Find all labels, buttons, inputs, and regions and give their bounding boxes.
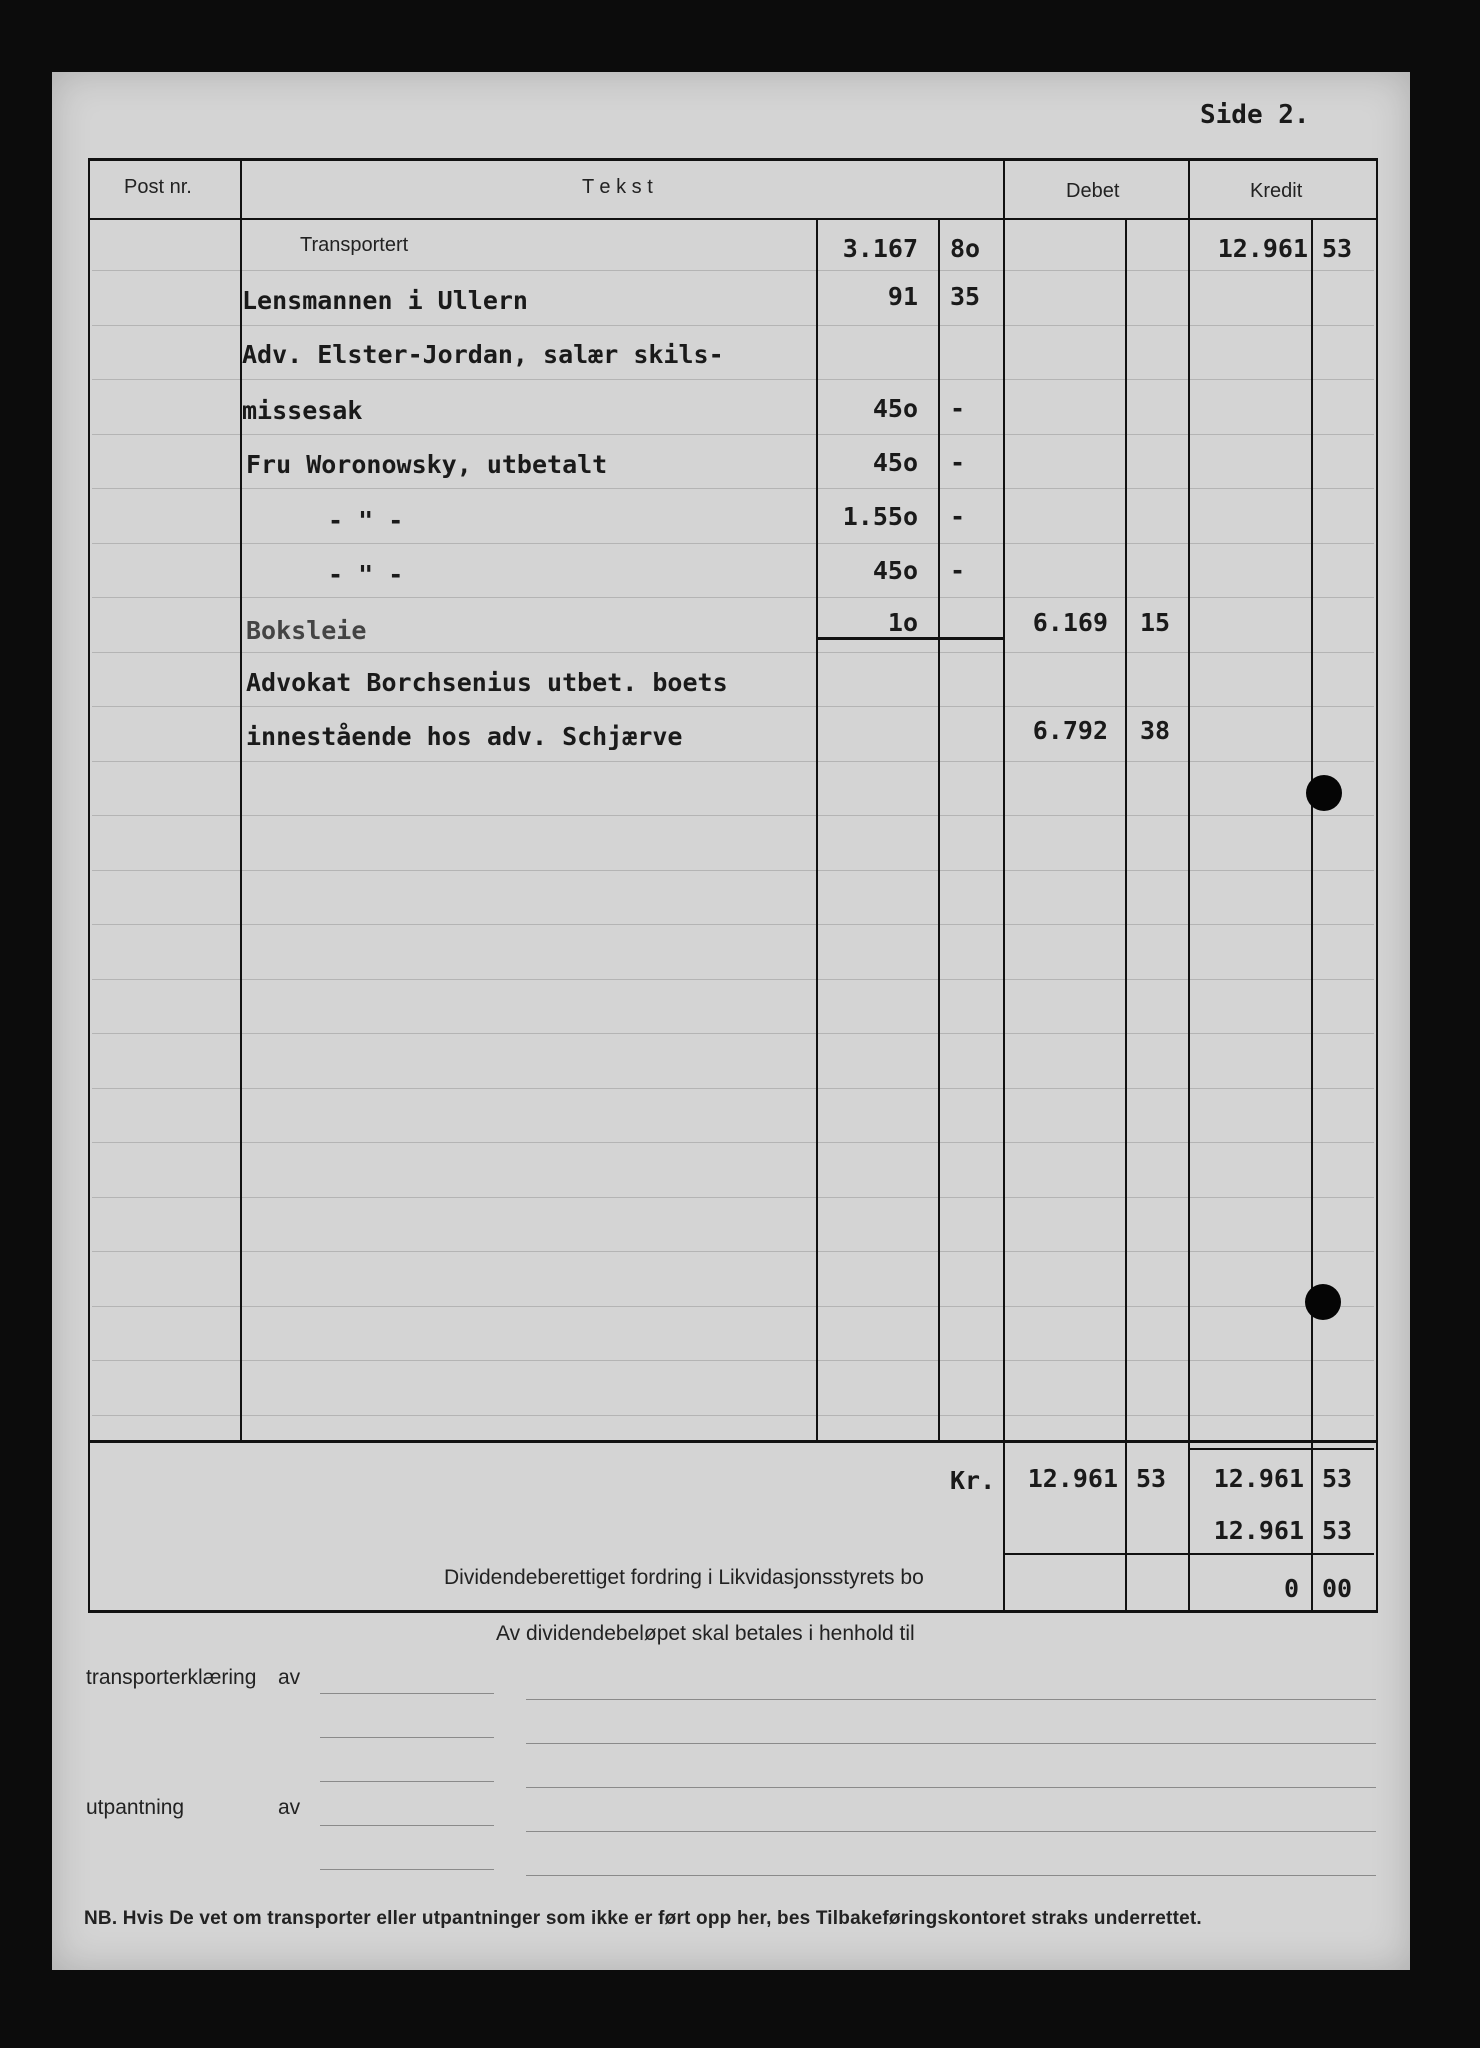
- ruled-line: [92, 543, 1374, 544]
- ruled-line: [92, 1142, 1374, 1143]
- row-amount-ore: 8o: [950, 234, 981, 263]
- row-text: innestående hos adv. Schjærve: [246, 722, 683, 751]
- row-amount: 45o: [872, 556, 918, 585]
- footer-intro: Av dividendebeløpet skal betales i henhold til: [496, 1622, 915, 1645]
- ruled-line: [92, 1197, 1374, 1198]
- col-debet-ore: [1125, 220, 1127, 1612]
- col-amount-left: [816, 220, 818, 1442]
- col-right-border: [1376, 158, 1378, 1613]
- row-kredit: 12.961: [1217, 234, 1308, 263]
- ruled-line: [92, 1360, 1374, 1361]
- row-debet-ore: 15: [1140, 608, 1171, 637]
- ruled-line: [92, 1088, 1374, 1089]
- row-debet: 6.169: [1032, 608, 1108, 637]
- signature-line: [320, 1737, 494, 1738]
- row-text: - " -: [328, 506, 404, 535]
- kredit-second-rule: [1188, 1448, 1374, 1450]
- signature-line: [526, 1743, 1376, 1744]
- row-text: Adv. Elster-Jordan, salær skils-: [242, 340, 724, 369]
- row-kredit-ore: 53: [1322, 234, 1353, 263]
- row-debet: 6.792: [1032, 716, 1108, 745]
- row-amount: 45o: [872, 448, 918, 477]
- row-text: Transportert: [300, 234, 409, 256]
- row-amount-ore: 35: [950, 282, 981, 311]
- ruled-line: [92, 325, 1374, 326]
- ruled-line: [92, 652, 1374, 653]
- kredit-total: 12.961: [1213, 1464, 1304, 1493]
- row-amount: 1.55o: [842, 502, 918, 531]
- col-debet-left: [1003, 160, 1005, 1612]
- row-amount-ore: -: [950, 502, 966, 531]
- dividend-value: 0: [1284, 1574, 1300, 1603]
- transport-av: av: [278, 1666, 301, 1689]
- ruled-line: [92, 706, 1374, 707]
- ruled-line: [92, 761, 1374, 762]
- signature-line: [526, 1875, 1376, 1876]
- col-amount-ore: [938, 220, 940, 1442]
- row-amount-ore: -: [950, 556, 966, 585]
- header-tekst: T e k s t: [582, 176, 653, 198]
- dividend-ore: 00: [1322, 1574, 1353, 1603]
- utpantning-av: av: [278, 1796, 301, 1819]
- ruled-line: [92, 1306, 1374, 1307]
- ruled-line: [92, 979, 1374, 980]
- row-text: Lensmannen i Ullern: [242, 286, 528, 315]
- punch-hole-icon: [1305, 1284, 1341, 1320]
- header-bottom-rule: [88, 218, 1378, 220]
- signature-line: [320, 1825, 494, 1826]
- ruled-line: [92, 870, 1374, 871]
- ruled-line: [92, 270, 1374, 271]
- nb-note: NB. Hvis De vet om transporter eller utpantninger som ikke er ført opp her, bes Tilbakeføringskontoret straks underrettet.: [84, 1908, 1202, 1929]
- row-amount: 45o: [872, 394, 918, 423]
- signature-line: [526, 1831, 1376, 1832]
- body-bottom-rule: [88, 1440, 1378, 1443]
- transport-label: transporterklæring: [86, 1666, 257, 1689]
- boksleie-underline: [818, 637, 1004, 640]
- debet-total: 12.961: [1027, 1464, 1118, 1493]
- ruled-line: [92, 434, 1374, 435]
- col-kredit-ore: [1311, 220, 1313, 1612]
- dividend-label: Dividendeberettiget fordring i Likvidasjonsstyrets bo: [444, 1566, 924, 1589]
- signature-line: [320, 1693, 494, 1694]
- page-number: Side 2.: [1200, 100, 1310, 130]
- col-left-border: [88, 158, 90, 1613]
- ruled-line: [92, 924, 1374, 925]
- row-text: missesak: [242, 396, 363, 425]
- row-amount: 91: [887, 282, 918, 311]
- utpantning-label: utpantning: [86, 1796, 185, 1819]
- kredit-second-ore: 53: [1322, 1516, 1353, 1545]
- ruled-line: [92, 815, 1374, 816]
- row-amount-ore: -: [950, 448, 966, 477]
- row-text: Fru Woronowsky, utbetalt: [246, 450, 608, 479]
- table-top-rule: [88, 158, 1378, 161]
- signature-line: [526, 1787, 1376, 1788]
- row-text: Advokat Borchsenius utbet. boets: [246, 668, 728, 697]
- signature-line: [320, 1869, 494, 1870]
- ruled-line: [92, 1415, 1374, 1416]
- signature-line: [320, 1781, 494, 1782]
- ruled-line: [92, 597, 1374, 598]
- ruled-line: [92, 1251, 1374, 1252]
- row-amount-ore: -: [950, 394, 966, 423]
- header-kredit: Kredit: [1250, 180, 1303, 202]
- signature-line: [526, 1699, 1376, 1700]
- kredit-total-ore: 53: [1322, 1464, 1353, 1493]
- ruled-line: [92, 1033, 1374, 1034]
- ruled-line: [92, 379, 1374, 380]
- row-amount: 3.167: [842, 234, 918, 263]
- kr-label: Kr.: [950, 1466, 996, 1495]
- row-amount: 1o: [887, 608, 918, 637]
- row-text: - " -: [328, 560, 404, 589]
- col-kredit-left: [1188, 160, 1190, 1612]
- punch-hole-icon: [1306, 775, 1342, 811]
- header-debet: Debet: [1066, 180, 1120, 202]
- row-debet-ore: 38: [1140, 716, 1171, 745]
- ruled-line: [92, 488, 1374, 489]
- header-post-nr: Post nr.: [124, 176, 192, 198]
- table-bottom-rule: [88, 1610, 1378, 1613]
- row-text: Boksleie: [246, 616, 367, 645]
- kredit-second: 12.961: [1213, 1516, 1304, 1545]
- debet-total-ore: 53: [1136, 1464, 1167, 1493]
